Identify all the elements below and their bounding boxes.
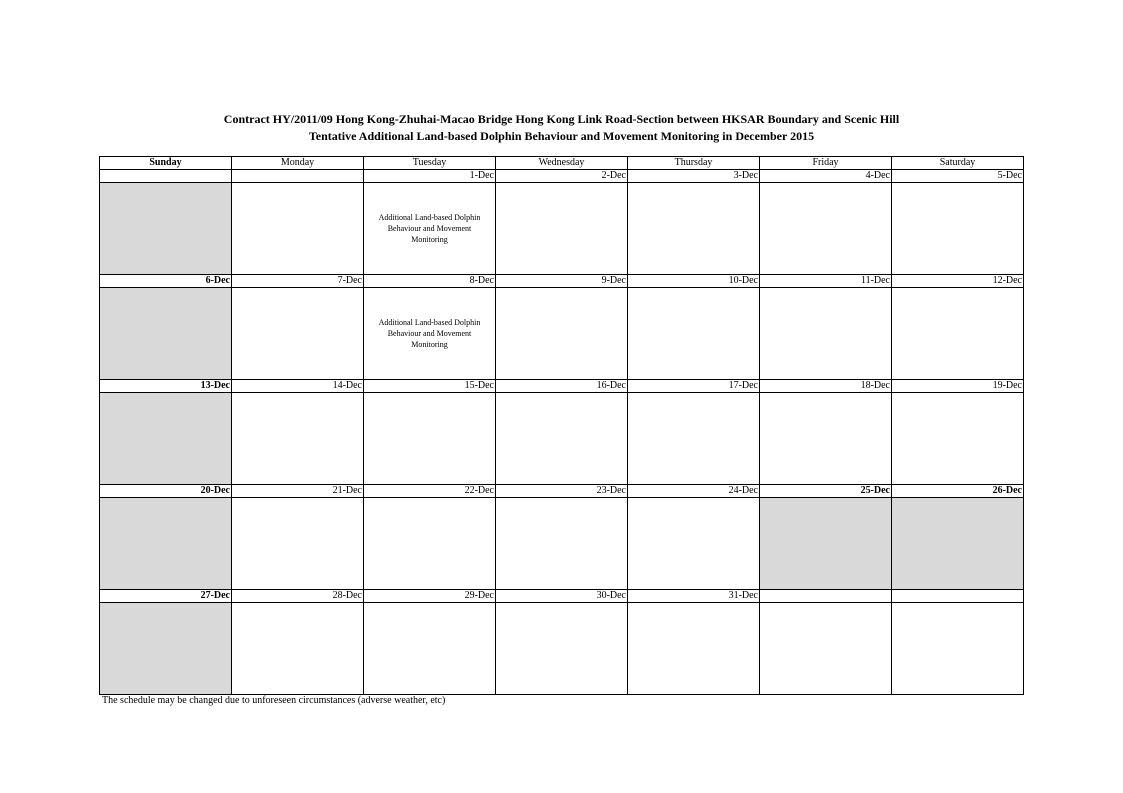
date-cell-holiday: 25-Dec [760,485,892,498]
day-header-wednesday: Wednesday [496,157,628,170]
day-cell [232,603,364,695]
day-cell-holiday [892,498,1024,590]
day-cell [496,288,628,380]
day-cell-holiday [100,498,232,590]
day-cell [232,183,364,275]
event-text: Additional Land-based Dolphin Behaviour and Movement Monitoring [378,318,481,349]
day-cell-monitoring [364,288,496,380]
date-cell: 11-Dec [760,275,892,288]
date-cell: 12-Dec [892,275,1024,288]
date-cell: 15-Dec [364,380,496,393]
date-cell: 23-Dec [496,485,628,498]
date-cell: 9-Dec [496,275,628,288]
day-cell [496,603,628,695]
week-1-dates [100,170,1024,183]
date-cell: 20-Dec [100,485,232,498]
day-cell-holiday [760,498,892,590]
date-cell [892,590,1024,603]
day-cell [496,183,628,275]
date-cell: 29-Dec [364,590,496,603]
date-cell: 19-Dec [892,380,1024,393]
date-cell: 18-Dec [760,380,892,393]
date-cell: 4-Dec [760,170,892,183]
date-cell: 7-Dec [232,275,364,288]
day-cell [364,393,496,485]
date-cell: 27-Dec [100,590,232,603]
date-cell: 14-Dec [232,380,364,393]
week-4-dates [100,485,1024,498]
week-3-dates [100,380,1024,393]
day-header-tuesday: Tuesday [364,157,496,170]
day-cell [628,603,760,695]
day-cell [760,603,892,695]
day-cell [628,288,760,380]
date-cell: 2-Dec [496,170,628,183]
week-2-events [100,288,1024,380]
event-text: Additional Land-based Dolphin Behaviour and Movement Monitoring [378,213,481,244]
day-cell [364,498,496,590]
day-cell [892,393,1024,485]
day-cell [232,498,364,590]
day-cell [760,288,892,380]
date-cell: 16-Dec [496,380,628,393]
date-cell: 10-Dec [628,275,760,288]
day-cell-monitoring [364,183,496,275]
day-header-saturday: Saturday [892,157,1024,170]
day-cell [628,183,760,275]
day-cell [892,183,1024,275]
day-cell [628,498,760,590]
day-cell [760,393,892,485]
monthly-calendar [99,156,1024,695]
date-cell: 28-Dec [232,590,364,603]
day-header-thursday: Thursday [628,157,760,170]
date-cell-holiday: 26-Dec [892,485,1024,498]
week-4-events [100,498,1024,590]
date-cell: 5-Dec [892,170,1024,183]
date-cell: 1-Dec [364,170,496,183]
day-cell [496,393,628,485]
week-5-events [100,603,1024,695]
date-cell: 8-Dec [364,275,496,288]
week-2-dates [100,275,1024,288]
document-subtitle: Tentative Additional Land-based Dolphin Behaviour and Movement Monitoring in December 2015 [308,129,815,143]
day-cell-holiday [100,393,232,485]
day-cell [496,498,628,590]
schedule-note: The schedule may be changed due to unforeseen circumstances (adverse weather, etc) [102,695,446,706]
day-cell-holiday [100,288,232,380]
date-cell: 21-Dec [232,485,364,498]
week-3-events [100,393,1024,485]
day-cell [892,603,1024,695]
date-cell [100,170,232,183]
date-cell: 13-Dec [100,380,232,393]
day-header-sunday: Sunday [100,157,232,170]
date-cell: 24-Dec [628,485,760,498]
day-cell [760,183,892,275]
date-cell: 31-Dec [628,590,760,603]
day-cell-holiday [100,603,232,695]
day-cell [892,288,1024,380]
date-cell: 17-Dec [628,380,760,393]
date-cell [232,170,364,183]
day-header-friday: Friday [760,157,892,170]
day-cell-holiday [100,183,232,275]
date-cell: 6-Dec [100,275,232,288]
day-cell [364,603,496,695]
day-cell [628,393,760,485]
date-cell: 3-Dec [628,170,760,183]
week-1-events [100,183,1024,275]
day-cell [232,393,364,485]
date-cell: 30-Dec [496,590,628,603]
day-cell [232,288,364,380]
week-5-dates [100,590,1024,603]
document-title: Contract HY/2011/09 Hong Kong-Zhuhai-Macao Bridge Hong Kong Link Road-Section between HKSAR Boundary and Scenic Hill [223,112,900,126]
weekday-header-row [100,157,1024,170]
day-header-monday: Monday [232,157,364,170]
date-cell [760,590,892,603]
date-cell: 22-Dec [364,485,496,498]
